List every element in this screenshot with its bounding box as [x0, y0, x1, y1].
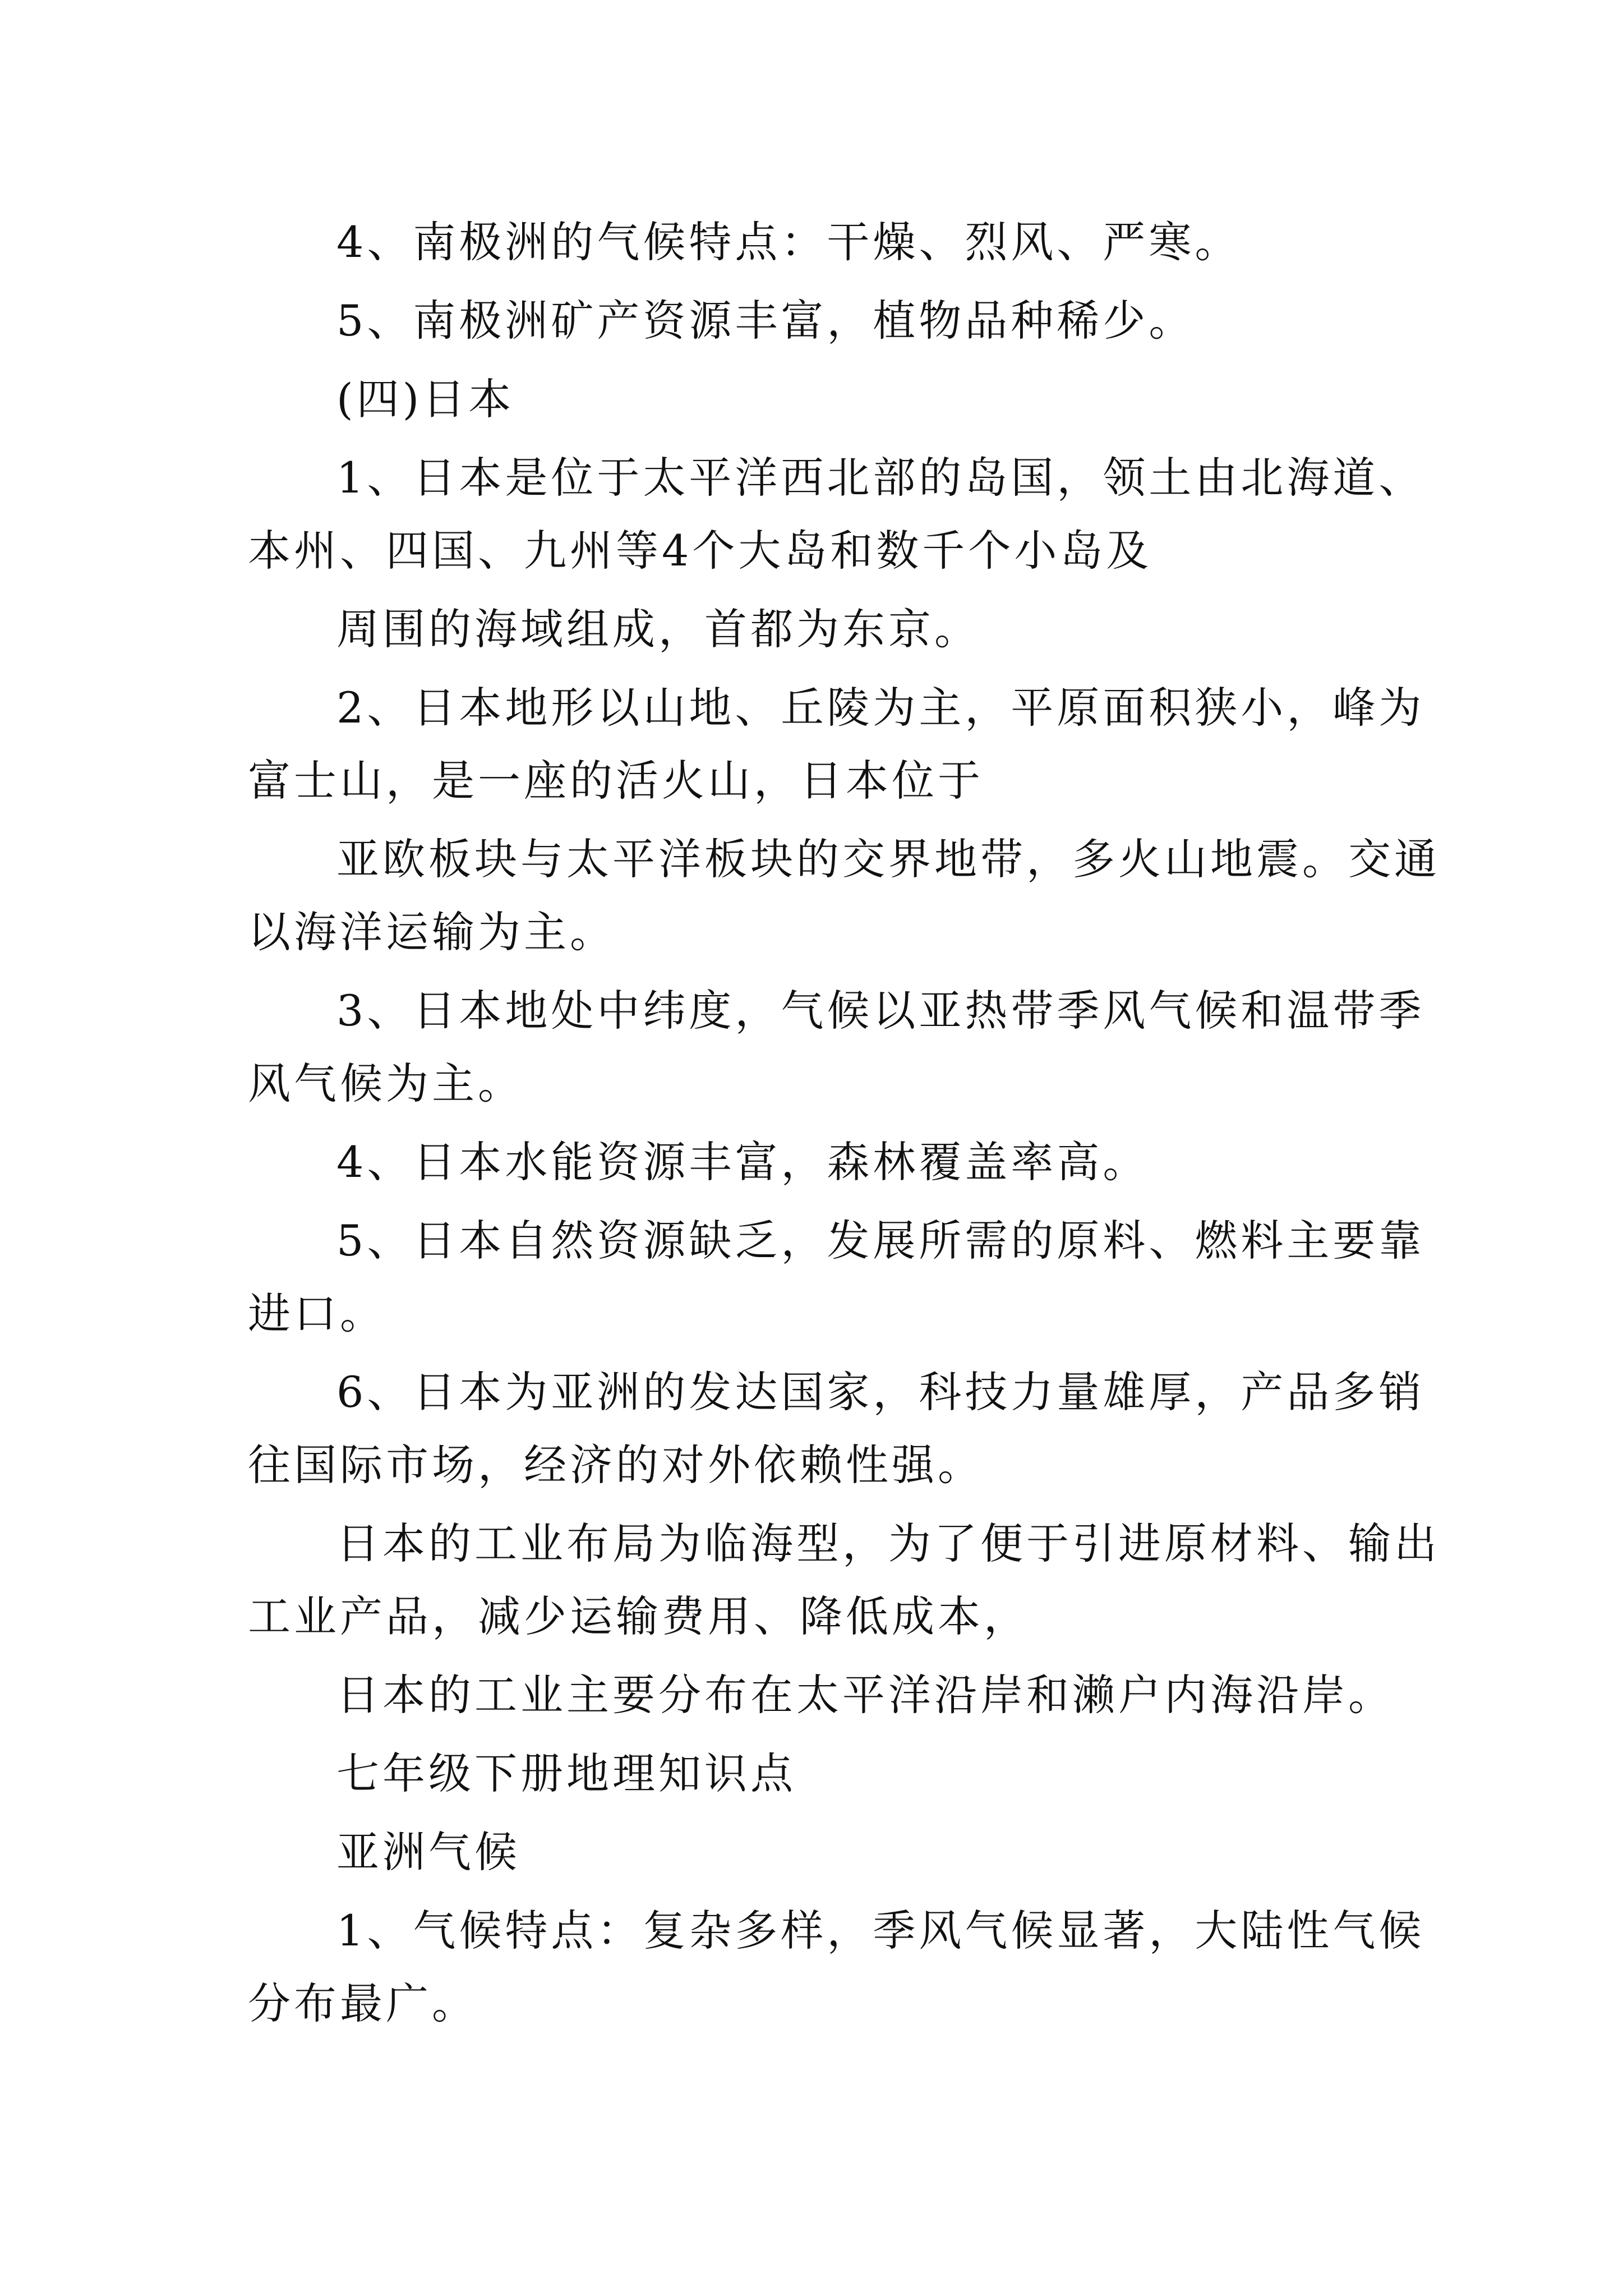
text-line: 以海洋运输为主。 [248, 907, 616, 957]
text-line: 亚欧板块与太平洋板块的交界地带，多火山地震。交通 [336, 834, 1440, 884]
section-heading: (四)日本 [336, 374, 515, 424]
text-line: 日本的工业布局为临海型，为了便于引进原材料、输出 [336, 1519, 1440, 1568]
text-line: 工业产品，减少运输费用、降低成本， [248, 1591, 1030, 1641]
text-line: 3、日本地处中纬度，气候以亚热带季风气候和温带季 [336, 986, 1425, 1036]
text-line: 风气候为主。 [248, 1059, 524, 1108]
text-line: 1、气候特点：复杂多样，季风气候显著，大陆性气候 [336, 1906, 1425, 1955]
text-line: 往国际市场，经济的对外依赖性强。 [248, 1440, 984, 1490]
text-line: 4、南极洲的气候特点：干燥、烈风、严寒。 [336, 217, 1241, 267]
text-line: 4、日本水能资源丰富，森林覆盖率高。 [336, 1137, 1149, 1187]
text-line: 2、日本地形以山地、丘陵为主，平原面积狭小，峰为 [336, 683, 1425, 733]
text-line: 5、南极洲矿产资源丰富，植物品种稀少。 [336, 296, 1195, 346]
text-line: 分布最广。 [248, 1978, 478, 2028]
section-heading: 亚洲气候 [336, 1827, 520, 1877]
text-line: 1、日本是位于太平洋西北部的岛国，领土由北海道、 [336, 453, 1425, 503]
text-line: 本州、四国、九州等4个大岛和数千个小岛及 [248, 526, 1152, 576]
text-line: 周围的海域组成，首都为东京。 [336, 604, 980, 654]
text-line: 富士山，是一座的活火山，日本位于 [248, 756, 984, 806]
text-line: 5、日本自然资源缺乏，发展所需的原料、燃料主要靠 [336, 1216, 1425, 1266]
section-heading: 七年级下册地理知识点 [336, 1749, 796, 1798]
text-line: 日本的工业主要分布在太平洋沿岸和濑户内海沿岸。 [336, 1670, 1394, 1720]
text-line: 6、日本为亚洲的发达国家，科技力量雄厚，产品多销 [336, 1367, 1425, 1417]
text-line: 进口。 [248, 1289, 386, 1338]
